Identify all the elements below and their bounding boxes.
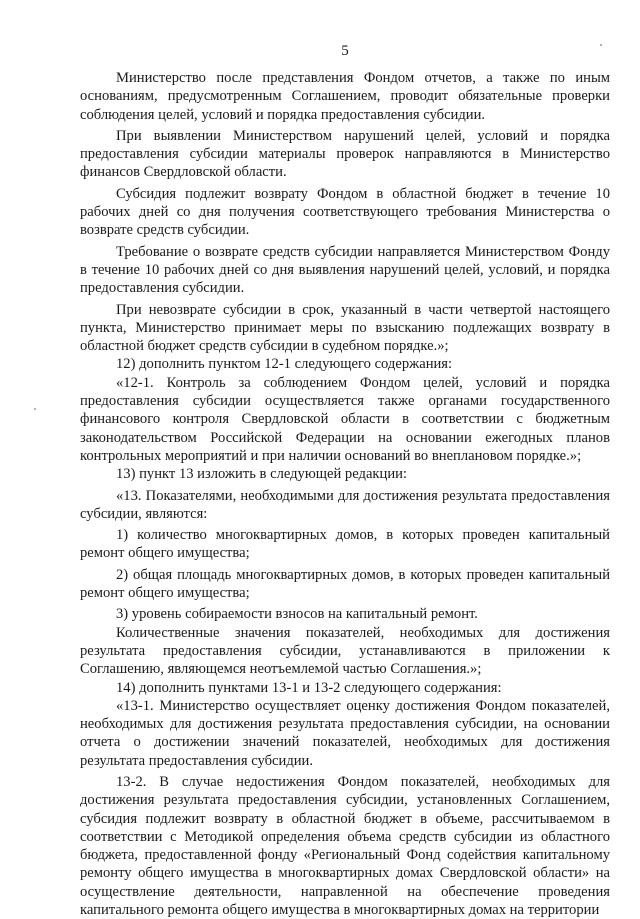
paragraph: 13) пункт 13 изложить в следующей редакции: [116, 466, 407, 483]
paragraph: При невозврате субсидии в срок, указанный в части четвертой настоящего пункта, Министерство принимает меры по взысканию подлежащих возврату в областной бюджет средств субсидии в судебном порядке.»; [80, 301, 610, 355]
page-number: 5 [341, 43, 349, 59]
paragraph: «12-1. Контроль за соблюдением Фондом целей, условий и порядка предоставления субсидии осуществляется также органами государственного финансового контроля Свердловской области в соответствии с бюджетным законодательством Российской Федерации на основании ежегодных планов контрольных мероприятий и при наличии оснований во внеплановом порядке.»; [80, 374, 610, 464]
paragraph: При выявлении Министерством нарушений целей, условий и порядка предоставления субсидии материалы проверок направляются в Министерство финансов Свердловской области. [80, 127, 610, 181]
paragraph: «13-1. Министерство осуществляет оценку достижения Фондом показателей, необходимых для достижения результата предоставления субсидии, на основании отчета о достижении значений показателей, необходимых для достижения результата предоставления субсидии. [80, 697, 610, 769]
document-page [80, 0, 610, 919]
document-body [80, 69, 610, 919]
paragraph: «13. Показателями, необходимыми для достижения результата предоставления субсидии, являются: [80, 487, 610, 522]
paragraph: 12) дополнить пунктом 12-1 следующего содержания: [116, 356, 453, 373]
paragraph: Министерство после представления Фондом отчетов, а также по иным основаниям, предусмотренным Соглашением, проводит обязательные проверки соблюдения целей, условий и порядка предоставления субсидии. [80, 70, 610, 123]
paragraph: 13-2. В случае недостижения Фондом показателей, необходимых для достижения результата предоставления субсидии, установленных Соглашением, субсидия подлежит возврату в областной бюджет в объеме, рассчитываемом в соответствии с Методикой определения объема средств субсидии из областного бюджета, предоставленной фонду «Региональный Фонд содействия капитальному ремонту общего имущества в многоквартирных домах Свердловской области» на осуществление деятельности, направленной на обеспечение проведения капитального ремонта общего имущества в многоквартирных домах на территории [80, 773, 610, 919]
paragraph: 14) дополнить пунктами 13-1 и 13-2 следующего содержания: [116, 679, 502, 696]
scan-speck [600, 44, 602, 46]
paragraph: 2) общая площадь многоквартирных домов, в которых проведен капитальный ремонт общего имущества; [80, 566, 610, 602]
paragraph: 3) уровень собираемости взносов на капитальный ремонт. [116, 606, 478, 623]
paragraph: Количественные значения показателей, необходимых для достижения результата предоставления субсидии, устанавливаются в приложении к Соглашению, являющемся неотъемлемой частью Соглашения.»; [80, 624, 610, 678]
paragraph: 1) количество многоквартирных домов, в которых проведен капитальный ремонт общего имущества; [80, 527, 610, 562]
paragraph: Требование о возврате средств субсидии направляется Министерством Фонду в течение 10 рабочих дней со дня выявления нарушений целей, условий, и порядка предоставления субсидии. [80, 243, 610, 297]
scan-speck [34, 408, 36, 410]
paragraph: Субсидия подлежит возврату Фондом в областной бюджет в течение 10 рабочих дней со дня получения соответствующего требования Министерства о возврате средств субсидии. [80, 185, 610, 239]
